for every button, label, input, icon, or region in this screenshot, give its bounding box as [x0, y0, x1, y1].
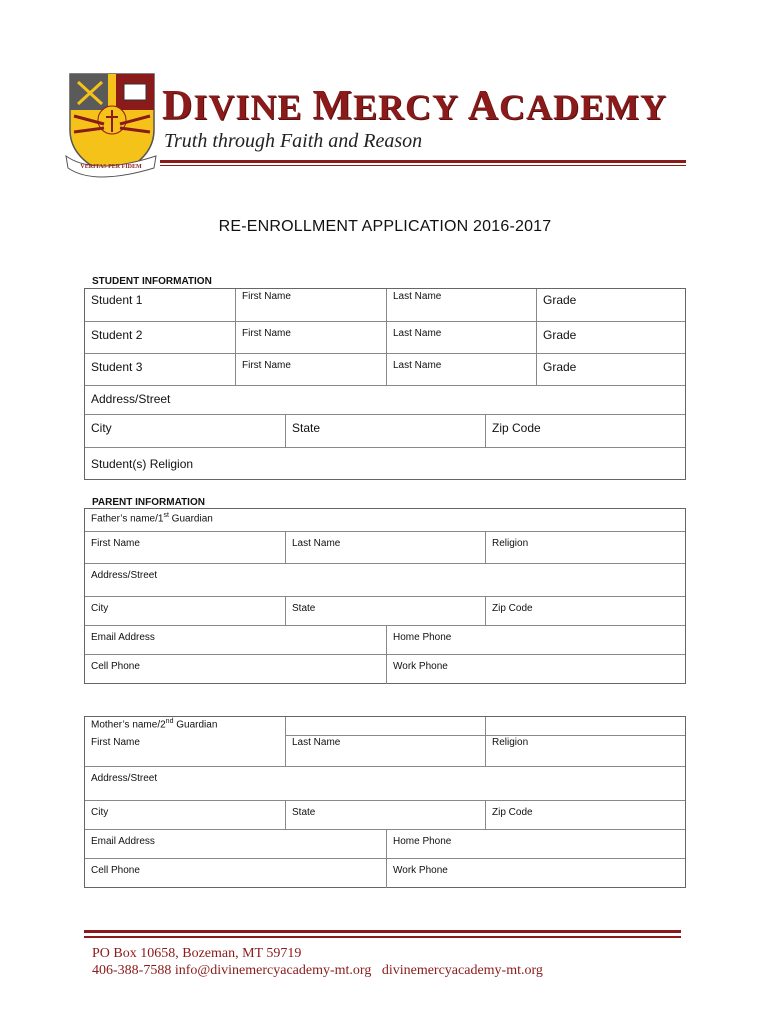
student-label: Student 2: [91, 328, 143, 342]
mother-city-field[interactable]: City: [91, 807, 109, 818]
father-work-phone-field[interactable]: Work Phone: [386, 655, 687, 684]
mother-email-field[interactable]: Email Address: [91, 836, 155, 847]
father-zip-field[interactable]: Zip Code: [485, 597, 687, 625]
mother-work-phone-field[interactable]: Work Phone: [386, 859, 687, 888]
document-title: RE-ENROLLMENT APPLICATION 2016-2017: [218, 218, 552, 235]
student-info-table: [84, 288, 686, 480]
footer-address: PO Box 10658, Bozeman, MT 59719: [92, 946, 302, 961]
school-crest-logo: [64, 72, 158, 184]
student-last-name-field[interactable]: Last Name: [386, 354, 536, 385]
mother-cell-work-row: [85, 859, 685, 888]
father-info-table: [84, 508, 686, 684]
footer-divider-thin: [84, 936, 681, 938]
student-first-name-field[interactable]: First Name: [235, 354, 386, 385]
student-religion-field[interactable]: Student(s) Religion: [91, 457, 194, 471]
svg-text:VERITAS PER FIDEM: VERITAS PER FIDEM: [80, 164, 142, 170]
student-row: [85, 289, 685, 322]
father-cell-phone-field[interactable]: Cell Phone: [91, 661, 140, 672]
father-state-field[interactable]: State: [285, 597, 485, 625]
parent-section-label: PARENT INFORMATION: [92, 497, 205, 508]
mother-info-table: [84, 716, 686, 888]
student-city-state-zip-row: [85, 415, 685, 448]
student-row: [85, 322, 685, 354]
mother-last-name-field[interactable]: Last Name: [285, 717, 485, 766]
mother-address-field[interactable]: Address/Street: [85, 767, 685, 801]
father-email-phone-row: [85, 626, 685, 655]
header-divider-thin: [160, 165, 686, 166]
header-divider: [160, 160, 686, 163]
mother-cell-phone-field[interactable]: Cell Phone: [91, 865, 140, 876]
mother-zip-field[interactable]: Zip Code: [485, 801, 687, 829]
footer-divider: [84, 930, 681, 933]
father-last-name-field[interactable]: Last Name: [285, 532, 485, 563]
student-last-name-field[interactable]: Last Name: [386, 322, 536, 353]
student-grade-field[interactable]: Grade: [536, 354, 687, 385]
father-first-name-field[interactable]: First Name: [91, 538, 140, 549]
footer-contact: 406-388-7588 info@divinemercyacademy-mt.org divinemercyacademy-mt.org: [92, 963, 543, 978]
father-email-field[interactable]: Email Address: [91, 632, 155, 643]
student-last-name-field[interactable]: Last Name: [386, 289, 536, 321]
mother-religion-field[interactable]: Religion: [485, 717, 687, 766]
mother-email-phone-row: [85, 830, 685, 859]
mother-name-row: [85, 717, 685, 767]
student-first-name-field[interactable]: First Name: [235, 322, 386, 353]
student-section-label: STUDENT INFORMATION: [92, 276, 212, 287]
mother-home-phone-field[interactable]: Home Phone: [386, 830, 687, 858]
father-heading: Father’s name/1st Guardian: [91, 512, 213, 525]
student-address-field[interactable]: Address/Street: [85, 386, 685, 415]
student-state-field[interactable]: State: [285, 415, 485, 447]
father-cell-work-row: [85, 655, 685, 684]
father-name-row: [85, 532, 685, 564]
father-address-field[interactable]: Address/Street: [85, 564, 685, 597]
mother-city-state-zip-row: [85, 801, 685, 830]
father-city-field[interactable]: City: [91, 603, 109, 614]
student-zip-field[interactable]: Zip Code: [485, 415, 687, 447]
student-city-field[interactable]: City: [91, 421, 112, 435]
student-grade-field[interactable]: Grade: [536, 289, 687, 321]
mother-heading: Mother’s name/2nd Guardian: [91, 718, 218, 731]
student-row: [85, 354, 685, 386]
father-city-state-zip-row: [85, 597, 685, 626]
school-name: DIVINE MERCY ACADEMY: [162, 83, 668, 129]
student-grade-field[interactable]: Grade: [536, 322, 687, 353]
father-religion-field[interactable]: Religion: [485, 532, 687, 563]
school-tagline: Truth through Faith and Reason: [164, 130, 423, 152]
mother-first-name-field[interactable]: Mother’s name/2nd Guardian First Name: [91, 718, 218, 748]
student-label: Student 3: [91, 360, 143, 374]
father-home-phone-field[interactable]: Home Phone: [386, 626, 687, 654]
mother-state-field[interactable]: State: [285, 801, 485, 829]
student-first-name-field[interactable]: First Name: [235, 289, 386, 321]
student-label: Student 1: [91, 293, 143, 307]
father-heading-row: [85, 509, 685, 532]
